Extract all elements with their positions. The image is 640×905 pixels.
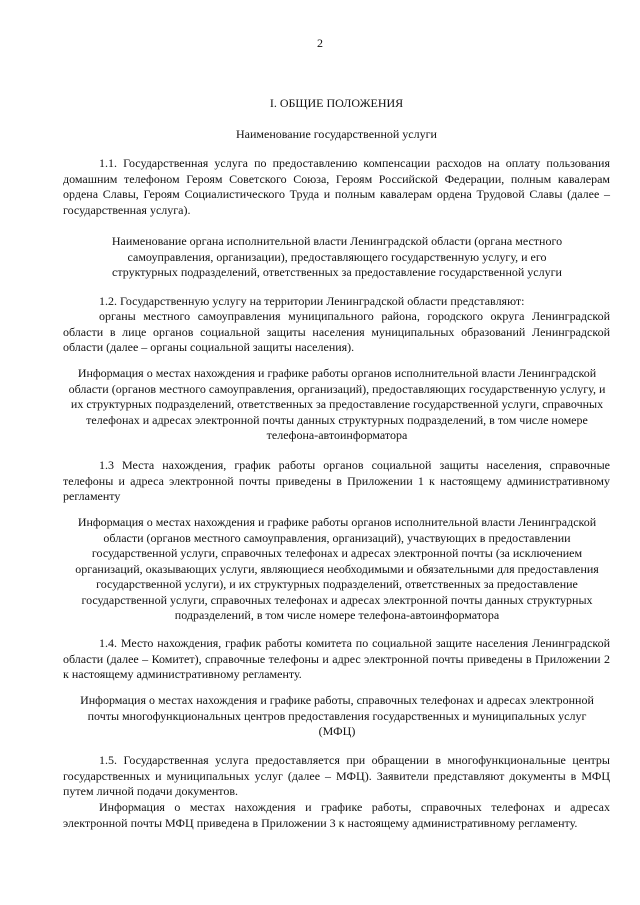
paragraph-1-3: 1.3 Места нахождения, график работы органов социальной защиты населения, справочные телефоны и адреса электронной почты приведены в Приложении 1 к настоящему административному регламенту: [63, 458, 610, 503]
paragraph-1-4: 1.4. Место нахождения, график работы комитета по социальной защите населения Ленинградской области (далее – Комитет), справочные телефоны и адрес электронной почты приведены в Приложении 2 к настоящему административному регламенту.: [63, 636, 610, 681]
heading-info-authorities: Информация о местах нахождения и графике работы органов исполнительной власти Ленинградской области (органов местного самоуправления, организаций), предоставляющих государственную услугу, и их структурных подразделений, ответственных за предоставление государственной услуги, справочных телефонах и адресах электронной почты данных структурных подразделений, в том числе номере телефона-автоинформатора: [68, 366, 606, 442]
paragraph-1-2-body: органы местного самоуправления муниципального района, городского округа Ленинградской области в лице органов социальной защиты населения муниципальных образований Ленинградской области (далее – органы социальной защиты населения).: [63, 309, 610, 354]
heading-info-participants: Информация о местах нахождения и графике работы органов исполнительной власти Ленинградской области (органов местного самоуправления, организаций), участвующих в предоставлении государственной услуги, справочных телефонах и адресах электронной почты (за исключением организаций, оказывающих услуги, являющиеся необходимыми и обязательными для предоставления государственной услуги), и их структурных подразделений, ответственных за предоставление государственной услуги, справочных телефонах и адресах электронной почты данных структурных подразделений, в том числе номере телефона-автоинформатора: [75, 515, 599, 622]
paragraph-1-5-info: Информация о местах нахождения и графике работы, справочных телефонах и адресах электронной почты МФЦ приведена в Приложении 3 к настоящему административному регламенту.: [63, 800, 610, 830]
heading-authority: Наименование органа исполнительной власти Ленинградской области (органа местного самоуправления, организации), предоставляющего государственную услугу, и его структурных подразделений, ответственных за предоставление государственной услуги: [111, 234, 563, 279]
page-number: 2: [317, 36, 323, 50]
paragraph-1-2-intro: 1.2. Государственную услугу на территории Ленинградской области представляют:: [99, 294, 525, 308]
paragraph-1-5: 1.5. Государственная услуга предоставляется при обращении в многофункциональные центры государственных и муниципальных услуг (далее – МФЦ). Заявители представляют документы в МФЦ путем личной подачи документов.: [63, 753, 610, 798]
paragraph-1-1: 1.1. Государственная услуга по предоставлению компенсации расходов на оплату пользования домашним телефоном Героям Советского Союза, Героям Российской Федерации, полным кавалерам ордена Славы, Героям Социалистического Труда и полным кавалерам ордена Трудовой Славы (далее – государственная услуга).: [63, 156, 610, 217]
heading-info-mfc: Информация о местах нахождения и графике работы, справочных телефонах и адресах электронной почты многофункциональных центров предоставления государственных и муниципальных услуг (МФЦ): [80, 693, 594, 738]
section-title: I. ОБЩИЕ ПОЛОЖЕНИЯ: [269, 96, 404, 110]
heading-service-name: Наименование государственной услуги: [236, 127, 437, 141]
